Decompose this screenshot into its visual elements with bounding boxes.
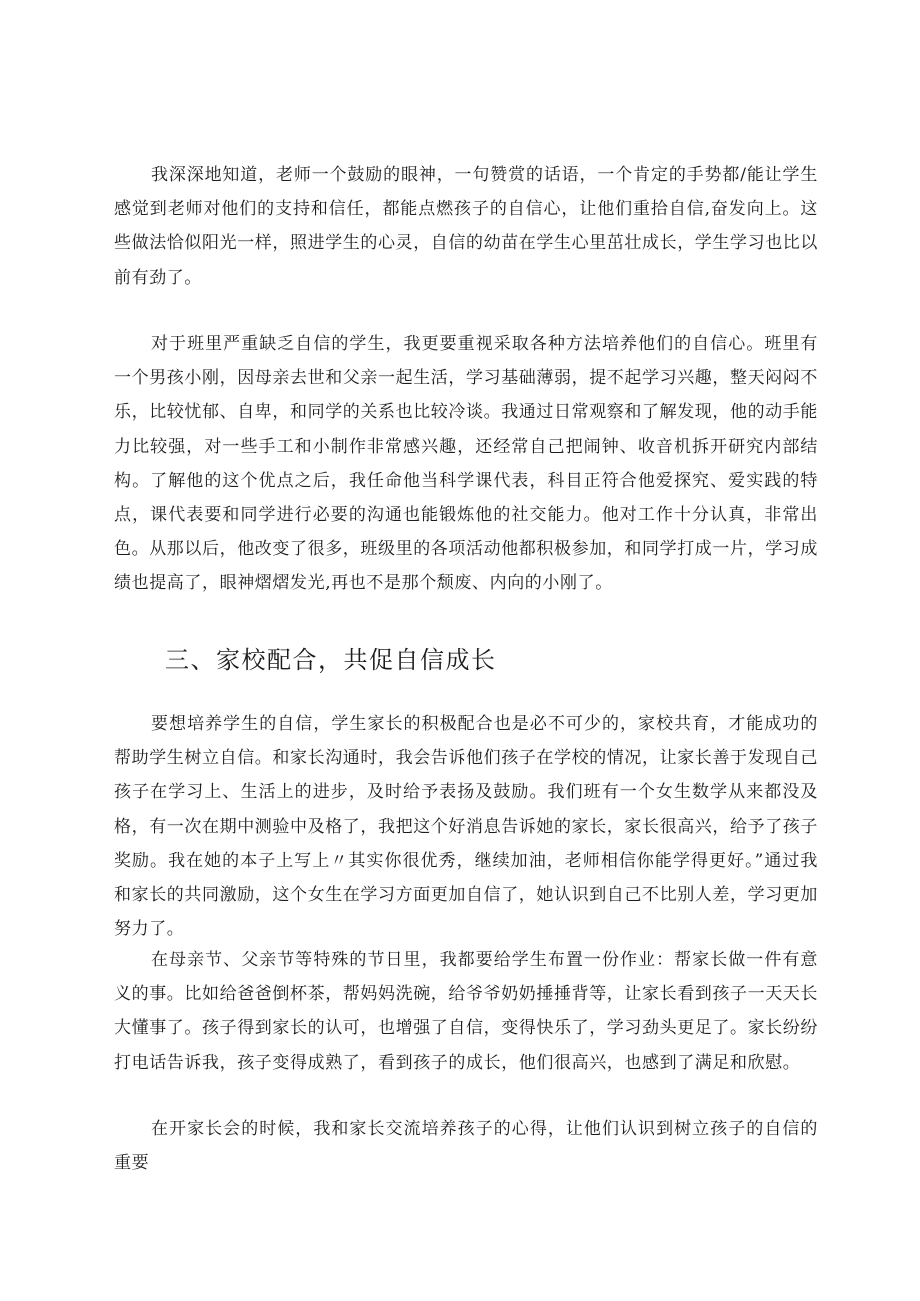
body-paragraph: 我深深地知道，老师一个鼓励的眼神，一句赞赏的话语，一个肯定的手势都/能让学生感觉到老师对他们的支持和信任，都能点燃孩子的自信心，让他们重拾自信,奋发向上。这些做法恰似阳光一样，照进学生的心灵，自信的幼苗在学生心里茁壮成长，学生学习也比以前有劲了。 [114, 165, 818, 288]
body-paragraph: 要想培养学生的自信，学生家长的积极配合也是必不可少的，家校共育，才能成功的帮助学生树立自信。和家长沟通时，我会告诉他们孩子在学校的情况，让家长善于发现自己孩子在学习上、生活上的进步，及时给予表扬及鼓励。我们班有一个女生数学从来都没及格，有一次在期中测验中及格了，我把这个好消息告诉她的家长，家长很高兴，给予了孩子奖励。我在她的本子上写上〃其实你很优秀，继续加油，老师相信你能学得更好。”通过我和家长的共同激励，这个女生在学习方面更加自信了，她认识到自己不比别人差，学习更加努力了。 [114, 714, 818, 940]
body-paragraph: 在开家长会的时候，我和家长交流培养孩子的心得，让他们认识到树立孩子的自信的重要 [114, 1119, 818, 1174]
section-heading: 三、家校配合，共促自信成长 [165, 646, 497, 674]
body-paragraph: 对于班里严重缺乏自信的学生，我更要重视采取各种方法培养他们的自信心。班里有一个男孩小刚，因母亲去世和父亲一起生活，学习基础薄弱，提不起学习兴趣，整天闷闷不乐，比较忧郁、自卑，和同学的关系也比较冷谈。我通过日常观察和了解发现，他的动手能力比较强，对一些手工和小制作非常感兴趣，还经常自己把闹钟、收音机拆开研究内部结构。了解他的这个优点之后，我任命他当科学课代表，科目正符合他爱探究、爱实践的特点，课代表要和同学进行必要的沟通也能锻炼他的社交能力。他对工作十分认真，非常出色。从那以后，他改变了很多，班级里的各项活动他都积极参加，和同学打成一片，学习成绩也提高了，眼神熠熠发光,再也不是那个颓废、内向的小刚了。 [114, 334, 818, 594]
body-paragraph: 在母亲节、父亲节等特殊的节日里，我都要给学生布置一份作业：帮家长做一件有意义的事。比如给爸爸倒杯茶，帮妈妈洗碗，给爷爷奶奶捶捶背等，让家长看到孩子一天天长大懂事了。孩子得到家长的认可，也增强了自信，变得快乐了，学习劲头更足了。家长纷纷打电话告诉我，孩子变得成熟了，看到孩子的成长，他们很高兴，也感到了满足和欣慰。 [114, 950, 818, 1073]
